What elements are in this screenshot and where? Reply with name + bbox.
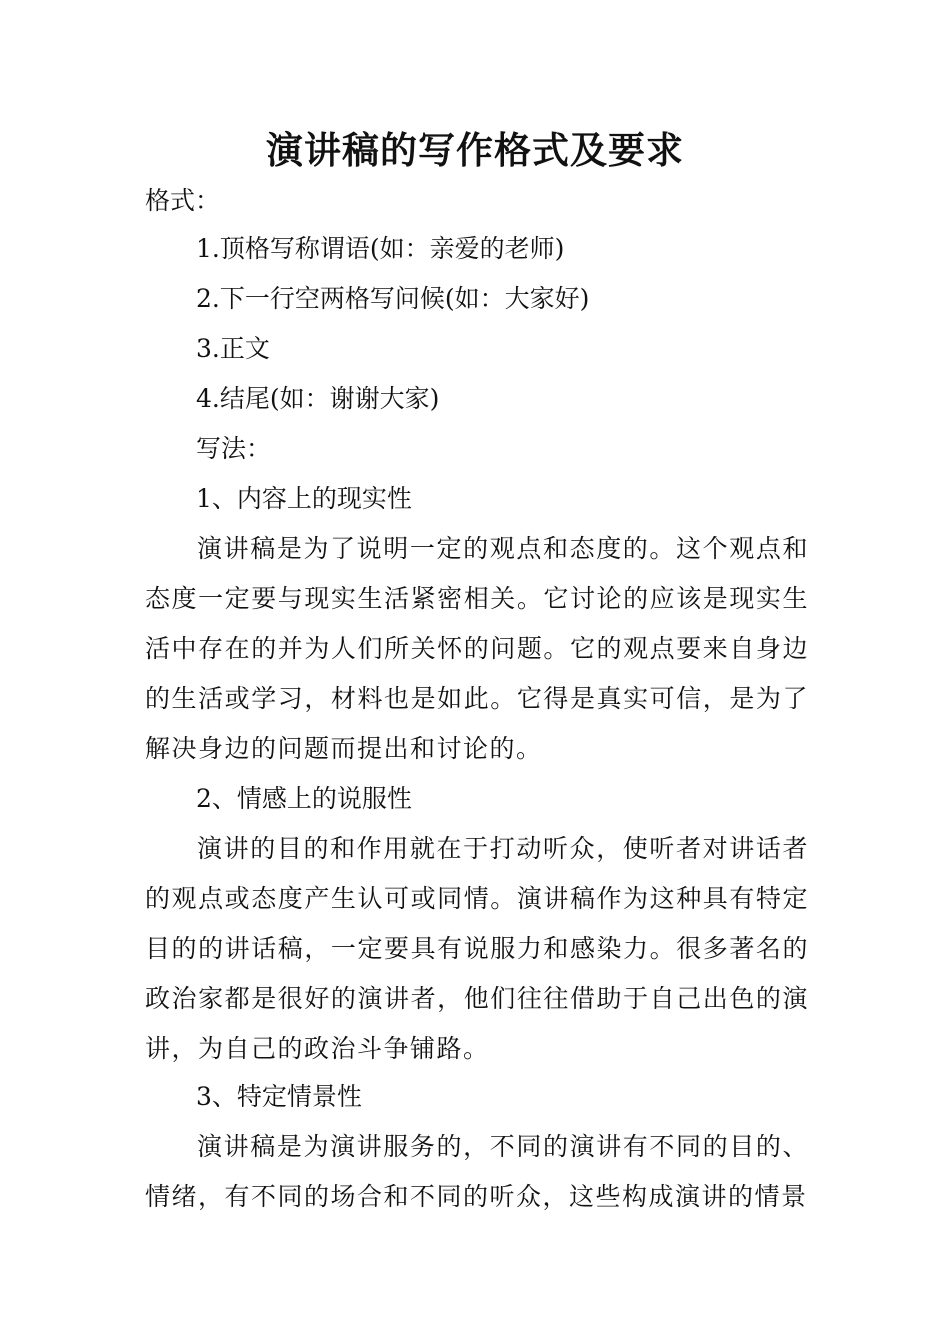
section-heading-3: 3、特定情景性 bbox=[196, 1082, 362, 1111]
section-heading-1: 1、内容上的现实性 bbox=[196, 484, 412, 513]
format-item-3: 3.正文 bbox=[196, 334, 270, 363]
section-body-1: 演讲稿是为了说明一定的观点和态度的。这个观点和态度一定要与现实生活紧密相关。它讨论的应该是现实生活中存在的并为人们所关怀的问题。它的观点要来自身边的生活或学习，材料也是如此。它得是真实可信，是为了解决身边的问题而提出和讨论的。 bbox=[145, 534, 809, 763]
document-title: 演讲稿的写作格式及要求 bbox=[266, 128, 684, 172]
section-body-2: 演讲的目的和作用就在于打动听众，使听者对讲话者的观点或态度产生认可或同情。演讲稿作为这种具有特定目的的讲话稿，一定要具有说服力和感染力。很多著名的政治家都是很好的演讲者，他们往往借助于自己出色的演讲，为自己的政治斗争铺路。 bbox=[145, 834, 809, 1063]
section-body-3: 演讲稿是为演讲服务的，不同的演讲有不同的目的、情绪，有不同的场合和不同的听众，这些构成演讲的情景 bbox=[145, 1132, 809, 1211]
format-item-2: 2.下一行空两格写问候(如：大家好) bbox=[196, 284, 590, 313]
format-label: 格式： bbox=[145, 186, 221, 215]
format-item-1: 1.顶格写称谓语(如：亲爱的老师) bbox=[196, 234, 565, 263]
section-heading-2: 2、情感上的说服性 bbox=[196, 784, 412, 813]
method-label: 写法： bbox=[196, 434, 272, 463]
format-item-4: 4.结尾(如：谢谢大家) bbox=[196, 384, 440, 413]
